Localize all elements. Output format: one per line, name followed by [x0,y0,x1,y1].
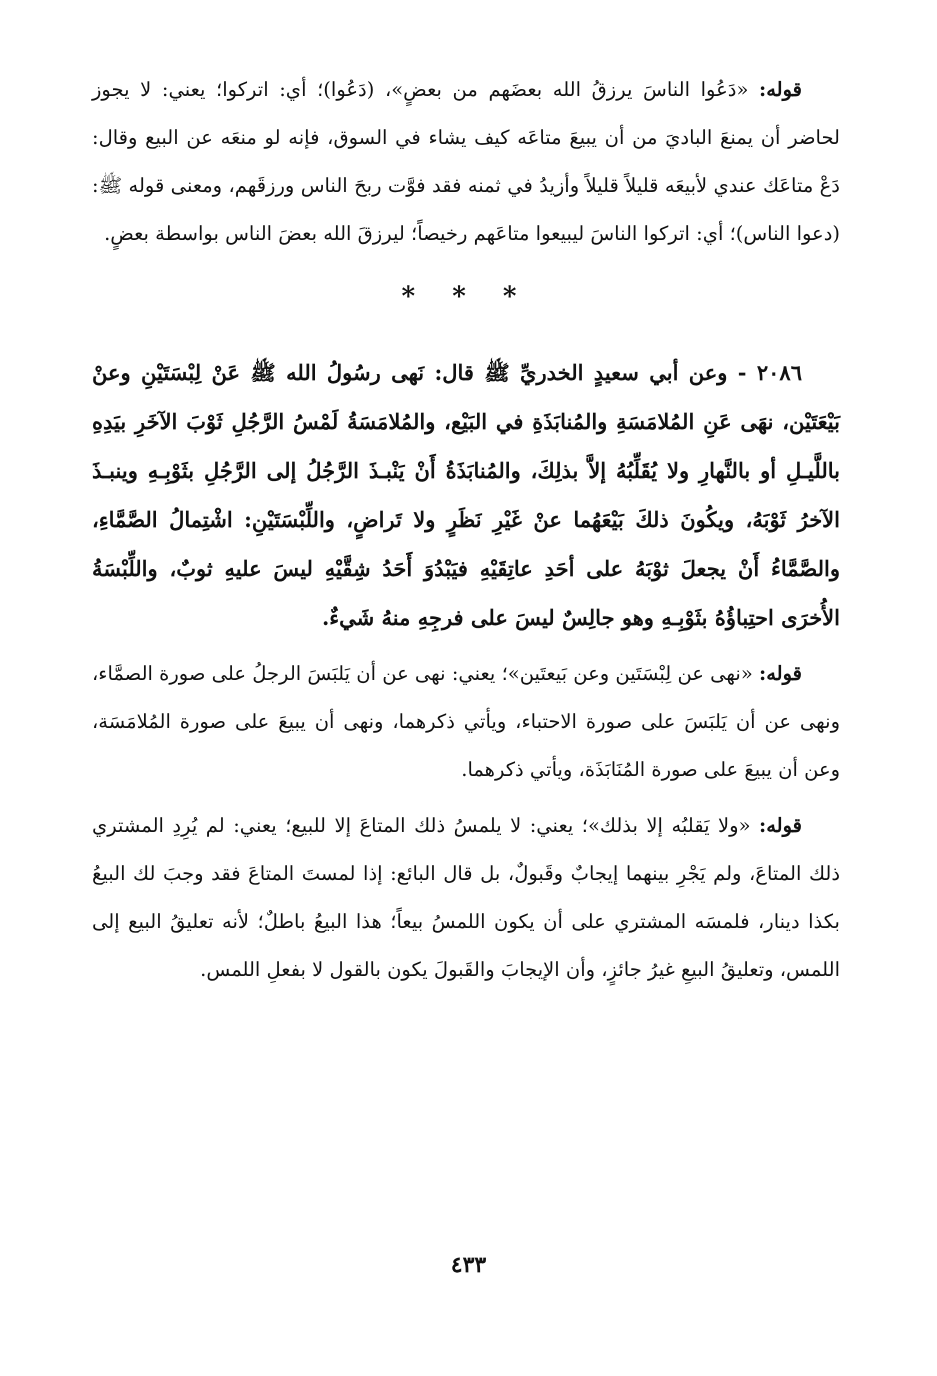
spacer [92,794,840,802]
commentary-lead-2: قوله: [759,662,802,685]
commentary-paragraph-1 [92,66,840,258]
commentary-text-1: «دَعُوا الناسَ يرزقُ الله بعضَهم من بعضٍ»، (دَعُوا)؛ أي: اتركوا؛ يعني: لا يجوز لحاضر أن يمنعَ الباديَ من أن يبيعَ متاعَه كيف يشاء في السوق، فإنه لو منعَه عن البيع وقال: دَعْ متاعَك عندي لأبيعَه قليلاً قليلاً وأزيدُ في ثمنه فقد فوَّت ربحَ الناس ورزقَهم، ومعنى قوله ﷺ: (دعوا الناس)؛ أي: اتركوا الناسَ ليبيعوا متاعَهم رخيصاً؛ ليرزقَ الله بعضَ الناس بواسطة بعضٍ. [92,78,840,245]
commentary-paragraph-2 [92,650,840,794]
commentary-paragraph-3 [92,802,840,994]
spacer [92,642,840,650]
page-body [92,66,840,994]
section-separator: * * * [401,282,531,312]
page-number: ٤٣٣ [450,1252,487,1278]
commentary-lead-1: قوله: [759,78,802,101]
commentary-lead-3: قوله: [759,814,803,837]
commentary-text-3: «ولا يَقلبُه إلا بذلك»؛ يعني: لا يلمسُ ذلك المتاعَ إلا للبيع؛ يعني: لم يُرِدِ المشتري ذلك المتاعَ، ولم يَجْرِ بينهما إيجابٌ وقَبولٌ، بل قال البائع: إذا لمستَ المتاعَ فقد وجبَ لك البيعُ بكذا دينار، فلمسَه المشتري على أن يكون اللمسُ بيعاً؛ هذا البيعُ باطلٌ؛ لأنه تعليقُ البيع إلى اللمس، وتعليقُ البيعِ غيرُ جائزٍ، وأن الإيجابَ والقَبولَ يكون بالقول لا بفعلِ اللمس. [92,814,840,981]
commentary-text-2: «نهى عن لِبْسَتَين وعن بَيعتَين»؛ يعني: نهى عن أن يَلبَسَ الرجلُ على صورة الصمَّاء، ونهى عن أن يَلبَسَ على صورة الاحتباء، ويأتي ذكرهما، ونهى أن يبيعَ على صورة المُلامَسَة، وعن أن يبيعَ على صورة المُنَابَذَة، ويأتي ذكرهما. [92,662,840,781]
hadith-paragraph: ٢٠٨٦ - وعن أبي سعيدٍ الخدريِّ ﷺ قال: نَهى رسُولُ الله ﷺ عَنْ لِبْسَتَيْنِ وعنْ بَيْعَتَيْن، نهَى عَنِ المُلامَسَةِ والمُنابَذَةِ في البَيْع، والمُلامَسَةُ لَمْسُ الرَّجُلِ ثَوْبَ الآخَرِ بيَدِهِ باللَّيـلِ أو بالنَّهارِ ولا يُقَلِّبُهُ إلاَّ بذلِكَ، والمُنابَذَةُ أَنْ يَنْبـذَ الرَّجُلُ إلى الرَّجُلِ بثَوْبِـهِ وينبـذَ الآخرُ ثَوْبَهُ، ويكُونَ ذلكَ بَيْعَهُما عنْ غَيْرِ نَظَرٍ ولا تَراضٍ، واللِّبْسَتَيْنِ: اشْتِمالُ الصَّمَّاءِ، والصَّمَّاءُ أَنْ يجعلَ ثوْبَهُ على أحَدِ عاتِقَيْهِ فيَبْدُوَ أَحَدُ شِقَّيْهِ ليسَ عليهِ ثوبٌ، واللِّبْسَةُ الأُخرَى احتِباؤُهُ بثَوْبِـهِ وهو جالِسٌ ليسَ على فرجِهِ منهُ شَيءٌ. [92,360,840,630]
